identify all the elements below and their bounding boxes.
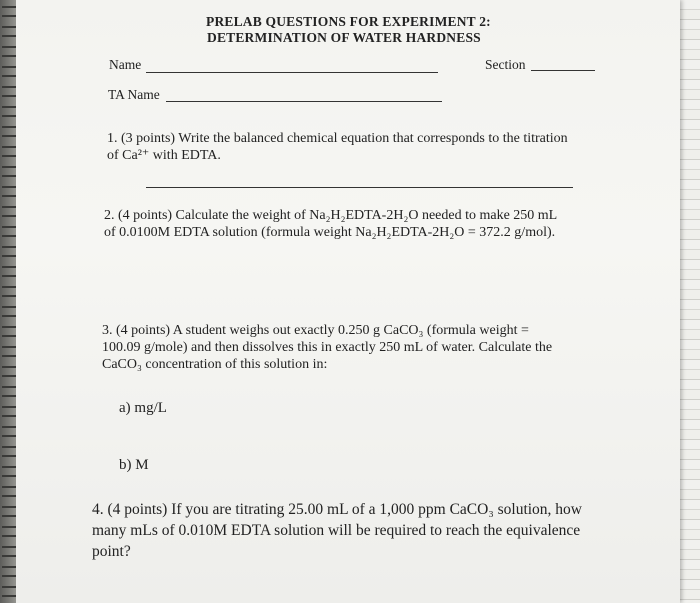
- ta-name-field-line[interactable]: [166, 101, 442, 102]
- header-title-line1: PRELAB QUESTIONS FOR EXPERIMENT 2:: [206, 14, 491, 29]
- section-label: Section: [485, 57, 526, 72]
- question-1-answer-line[interactable]: [146, 187, 573, 188]
- question-3-part-a: a) mg/L: [119, 400, 167, 416]
- worksheet-page: [16, 0, 680, 603]
- name-label: Name: [109, 57, 142, 72]
- question-2-line1: 2. (4 points) Calculate the weight of Na₂H₂EDTA-2H₂O needed to make 250 mL: [104, 208, 558, 223]
- section-field-line[interactable]: [531, 70, 595, 71]
- question-3-line1: 3. (4 points) A student weighs out exactly 0.250 g CaCO₃ (formula weight =: [102, 323, 529, 338]
- header-title-line2: DETERMINATION OF WATER HARDNESS: [207, 30, 481, 45]
- question-1-line2: of Ca²⁺ with EDTA.: [107, 148, 221, 163]
- question-2: [104, 207, 557, 241]
- question-3: [102, 322, 552, 373]
- question-4-line1: 4. (4 points) If you are titrating 25.00 mL of a 1,000 ppm CaCO₃ solution, how: [92, 501, 583, 518]
- question-4-line3: point?: [92, 543, 131, 560]
- question-4: [92, 499, 582, 562]
- question-1: [107, 130, 568, 164]
- question-1-line1: 1. (3 points) Write the balanced chemical equation that corresponds to the titration: [107, 131, 568, 146]
- question-4-line2: many mLs of 0.010M EDTA solution will be required to reach the equivalence: [92, 522, 581, 539]
- question-3-line2: 100.09 g/mole) and then dissolves this in exactly 250 mL of water. Calculate the: [102, 340, 553, 355]
- question-2-line2: of 0.0100M EDTA solution (formula weight Na₂H₂EDTA-2H₂O = 372.2 g/mol).: [104, 225, 556, 240]
- question-3-line3: CaCO₃ concentration of this solution in:: [102, 357, 328, 372]
- question-3-part-b: b) M: [119, 457, 149, 473]
- name-field-line[interactable]: [146, 72, 438, 73]
- ta-name-label: TA Name: [108, 87, 160, 102]
